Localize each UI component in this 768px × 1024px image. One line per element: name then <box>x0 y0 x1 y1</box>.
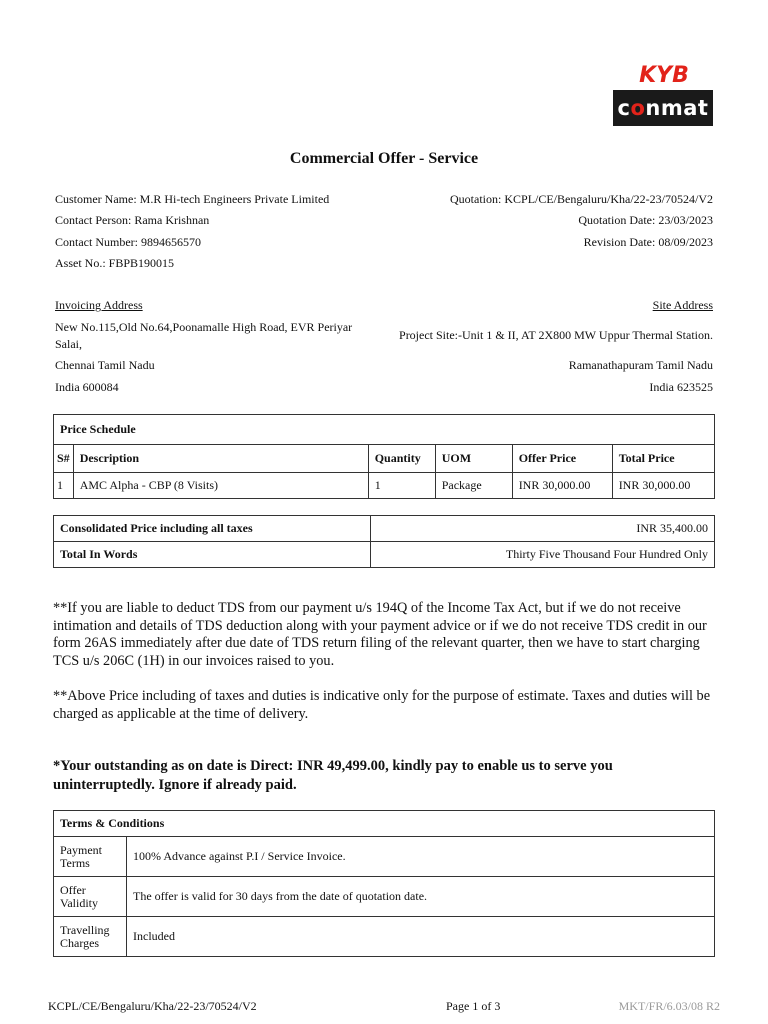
table-row <box>54 837 715 877</box>
column-header: Description <box>73 445 368 473</box>
svg-text:KYB: KYB <box>639 63 689 86</box>
quotation-date: Quotation Date: 23/03/2023 <box>578 213 713 227</box>
terms-label: Offer Validity <box>54 877 127 917</box>
footer-reference: KCPL/CE/Bengaluru/Kha/22-23/70524/V2 <box>48 999 257 1013</box>
invoicing-address-line: India 600084 <box>55 380 119 394</box>
conmat-logo: conmat <box>613 90 713 126</box>
document-title: Commercial Offer - Service <box>289 150 479 167</box>
terms-value: 100% Advance against P.I / Service Invoice. <box>127 837 715 877</box>
invoicing-address-line: Chennai Tamil Nadu <box>55 358 155 372</box>
contact-person: Contact Person: Rama Krishnan <box>55 213 210 227</box>
column-header: Quantity <box>368 445 435 473</box>
consolidated-price-table <box>53 515 715 568</box>
table-cell: 1 <box>368 473 435 499</box>
revision-date: Revision Date: 08/09/2023 <box>583 235 713 249</box>
site-address-line: Project Site:-Unit 1 & II, AT 2X800 MW Uppur Thermal Station. <box>399 328 713 342</box>
tds-note: **If you are liable to deduct TDS from our payment u/s 194Q of the Income Tax Act, but if we do not receive intimation and details of TDS deduction along with your payment advice or if we do not receive TDS credit in our form 26AS immediately after due date of TDS return filing of the relevant quarter, then we have to start charging TCS u/s 206C (1H) in our invoices raised to you. <box>53 600 707 669</box>
table-row <box>54 917 715 957</box>
asset-number: Asset No.: FBPB190015 <box>55 256 175 270</box>
invoicing-address-line: Salai, <box>55 337 82 351</box>
table-cell: INR 30,000.00 <box>512 473 612 499</box>
price-schedule-table <box>53 414 715 499</box>
form-code: MKT/FR/6.03/08 R2 <box>618 999 720 1013</box>
table-header-row <box>54 445 715 473</box>
table-cell: INR 30,000.00 <box>612 473 714 499</box>
invoicing-address-line: New No.115,Old No.64,Poonamalle High Road, EVR Periyar <box>55 320 353 334</box>
table-row <box>54 473 715 499</box>
site-address-heading: Site Address <box>652 298 713 312</box>
table-cell: 1 <box>54 473 74 499</box>
terms-value: Included <box>127 917 715 957</box>
kyb-logo <box>618 62 710 86</box>
terms-label: Payment Terms <box>54 837 127 877</box>
site-address-line: India 623525 <box>649 380 713 394</box>
outstanding-notice: *Your outstanding as on date is Direct: INR 49,499.00, kindly pay to enable us to serve you uninterruptedly. Ignore if already paid. <box>53 758 613 793</box>
total-in-words-value: Thirty Five Thousand Four Hundred Only <box>371 542 715 568</box>
table-cell: AMC Alpha - CBP (8 Visits) <box>73 473 368 499</box>
customer-name: Customer Name: M.R Hi-tech Engineers Private Limited <box>55 192 330 206</box>
column-header: UOM <box>435 445 512 473</box>
consolidated-price-label: Consolidated Price including all taxes <box>54 516 371 542</box>
column-header: Total Price <box>612 445 714 473</box>
table-row <box>54 877 715 917</box>
quotation-number: Quotation: KCPL/CE/Bengaluru/Kha/22-23/70524/V2 <box>450 192 713 206</box>
site-address-line: Ramanathapuram Tamil Nadu <box>568 358 713 372</box>
consolidated-price-value: INR 35,400.00 <box>371 516 715 542</box>
kyb-logo-mark <box>618 62 710 86</box>
price-schedule-heading: Price Schedule <box>54 415 715 445</box>
terms-value: The offer is valid for 30 days from the date of quotation date. <box>127 877 715 917</box>
page-number: Page 1 of 3 <box>446 999 501 1013</box>
taxes-note: **Above Price including of taxes and duties is indicative only for the purpose of estimate. Taxes and duties will be charged as applicable at the time of delivery. <box>53 688 711 722</box>
column-header: Offer Price <box>512 445 612 473</box>
column-header: S# <box>54 445 74 473</box>
terms-heading: Terms & Conditions <box>54 811 715 837</box>
terms-label: Travelling Charges <box>54 917 127 957</box>
invoicing-address-heading: Invoicing Address <box>55 298 143 312</box>
contact-number: Contact Number: 9894656570 <box>55 235 201 249</box>
terms-table <box>53 810 715 957</box>
total-in-words-label: Total In Words <box>54 542 371 568</box>
table-cell: Package <box>435 473 512 499</box>
